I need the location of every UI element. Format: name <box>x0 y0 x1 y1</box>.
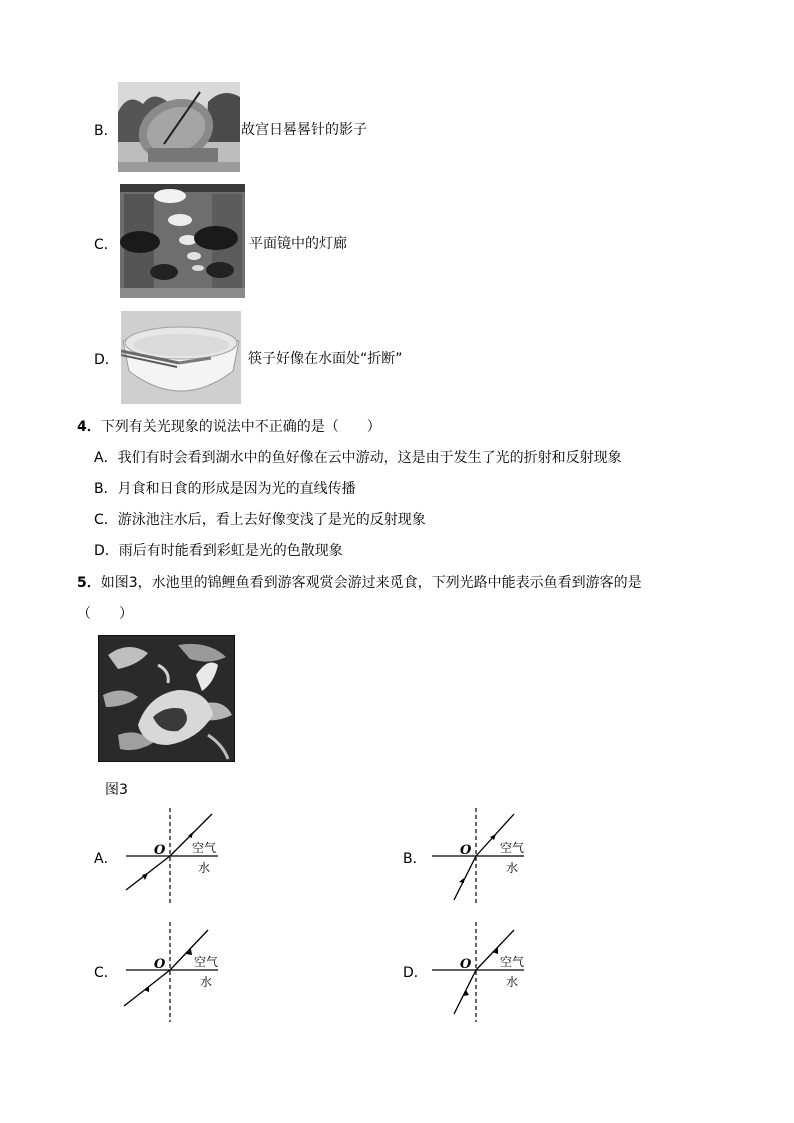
option-letter: B． <box>94 481 118 497</box>
air-label: 空气 <box>192 841 217 855</box>
q3-option-d-letter: D． <box>94 352 119 368</box>
question-5-answer-paren: （ ） <box>77 606 133 622</box>
question-4-option-b <box>94 478 356 498</box>
chopsticks-bowl-photo <box>121 311 241 404</box>
koi-fish-photo <box>98 635 235 762</box>
question-4-stem <box>77 416 381 436</box>
origin-label: O <box>154 957 166 972</box>
question-4-option-a <box>94 447 622 467</box>
arrow-icon <box>459 878 464 883</box>
q5-option-b-letter: B． <box>403 851 427 867</box>
air-label: 空气 <box>500 841 525 855</box>
q5-option-d-diagram <box>428 922 528 1022</box>
option-text: 月食和日食的形成是因为光的直线传播 <box>117 481 356 497</box>
question-5-stem <box>77 572 642 592</box>
option-text: 雨后有时能看到彩虹是光的色散现象 <box>118 543 343 559</box>
refraction-diagram-c <box>120 922 224 1022</box>
refraction-diagram-b <box>428 808 528 904</box>
sundial-photo <box>118 82 240 172</box>
q5-option-b-diagram <box>428 808 528 904</box>
origin-label: O <box>460 843 472 858</box>
q5-option-c-diagram <box>120 922 224 1022</box>
origin-label: O <box>460 957 472 972</box>
refraction-diagram-d <box>428 922 528 1022</box>
refraction-diagram-a <box>120 808 220 904</box>
q5-option-c-letter: C． <box>94 965 118 981</box>
option-text: 我们有时会看到湖水中的鱼好像在云中游动，这是由于发生了光的折射和反射现象 <box>117 450 622 466</box>
question-4-text: 下列有关光现象的说法中不正确的是（ ） <box>100 419 381 435</box>
water-label: 水 <box>198 861 211 875</box>
question-4-option-c <box>94 509 426 529</box>
q3-option-b-letter: B． <box>94 123 118 139</box>
q5-option-a-letter: A． <box>94 851 118 867</box>
option-letter: C． <box>94 512 118 528</box>
air-label: 空气 <box>194 955 219 969</box>
question-5-text: 如图3，水池里的锦鲤鱼看到游客观赏会游过来觅食，下列光路中能表示鱼看到游客的是 <box>100 575 642 591</box>
air-label: 空气 <box>500 955 525 969</box>
question-4-option-d <box>94 540 343 560</box>
origin-label: O <box>154 843 166 858</box>
option-text: 游泳池注水后，看上去好像变浅了是光的反射现象 <box>117 512 426 528</box>
question-4-number: 4． <box>77 419 101 435</box>
option-letter: D． <box>94 543 119 559</box>
water-label: 水 <box>200 975 213 989</box>
question-5-number: 5． <box>77 575 101 591</box>
lantern-mirror-photo <box>120 184 245 298</box>
figure-3-caption: 图3 <box>105 782 128 798</box>
q3-option-d-text: 筷子好像在水面处“折断” <box>248 351 403 367</box>
water-label: 水 <box>506 975 519 989</box>
q5-option-d-letter: D． <box>403 965 428 981</box>
q3-option-c-text: 平面镜中的灯廊 <box>249 236 347 252</box>
water-label: 水 <box>506 861 519 875</box>
q3-option-b-text: 故宫日晷晷针的影子 <box>241 122 367 138</box>
q5-option-a-diagram <box>120 808 220 904</box>
q3-option-c-letter: C． <box>94 237 118 253</box>
option-letter: A． <box>94 450 118 466</box>
